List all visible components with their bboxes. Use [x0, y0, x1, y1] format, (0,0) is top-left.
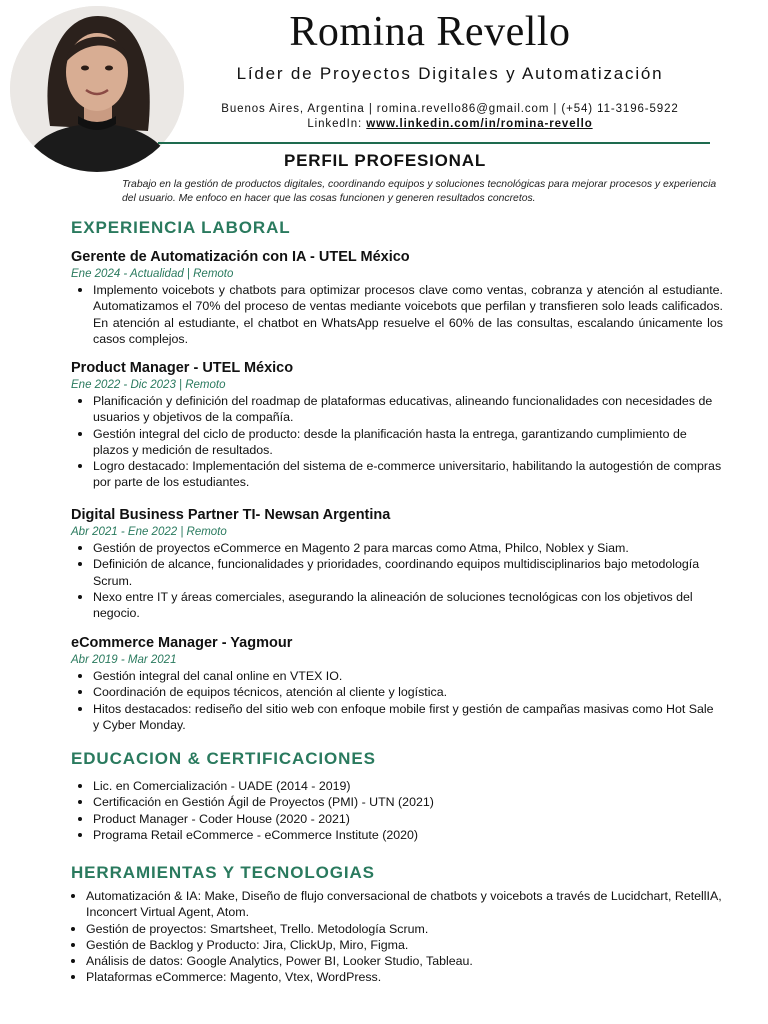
- education-title: EDUCACION & CERTIFICACIONES: [71, 749, 376, 768]
- job-entry: [71, 634, 723, 733]
- list-item: Gestión integral del canal online en VTEX IO.: [71, 668, 723, 684]
- experience-title: EXPERIENCIA LABORAL: [71, 218, 291, 237]
- header-divider: [158, 142, 710, 144]
- list-item: Product Manager - Coder House (2020 - 2021): [71, 811, 723, 827]
- list-item: Gestión de Backlog y Producto: Jira, ClickUp, Miro, Figma.: [64, 937, 724, 953]
- job-dates: Abr 2019 - Mar 2021: [71, 654, 177, 666]
- tools-title: HERRAMIENTAS Y TECNOLOGIAS: [71, 863, 375, 882]
- linkedin-label: LinkedIn:: [307, 118, 363, 130]
- list-item: Implemento voicebots y chatbots para optimizar procesos clave como ventas, cobranza y atención al estudiante. Automatizamos el 70% del proceso de ventas mediante voicebots que perfilan y transfieren solo leads calificados. En atención al estudiante, el chatbot en WhatsApp resuelve el 60% de las consultas, escalando únicamente los casos complejos.: [71, 282, 723, 347]
- education-list: [71, 778, 723, 843]
- linkedin-link[interactable]: www.linkedin.com/in/romina-revello: [366, 118, 593, 130]
- profile-text: Trabajo en la gestión de productos digitales, coordinando equipos y soluciones tecnológicas para mejorar procesos y experiencia del usuario. Me enfoco en hacer que las cosas funcionen y generen resultados concretos.: [122, 179, 717, 204]
- list-item: Definición de alcance, funcionalidades y prioridades, coordinando equipos multidisciplinarios bajo metodología Scrum.: [71, 556, 723, 589]
- tools-list: [64, 888, 724, 986]
- list-item: Lic. en Comercialización - UADE (2014 - 2019): [71, 778, 723, 794]
- list-item: Programa Retail eCommerce - eCommerce Institute (2020): [71, 827, 723, 843]
- list-item: Hitos destacados: rediseño del sitio web con enfoque mobile first y gestión de campañas masivas como Hot Sale y Cyber Monday.: [71, 701, 723, 734]
- list-item: Automatización & IA: Make, Diseño de flujo conversacional de chatbots y voicebots a través de Lucidchart, RetellIA, Inconcert Virtual Agent, Atom.: [64, 888, 724, 921]
- contact-line: Buenos Aires, Argentina | romina.revello86@gmail.com | (+54) 11-3196-5922: [221, 103, 679, 115]
- list-item: Plataformas eCommerce: Magento, Vtex, WordPress.: [64, 969, 724, 985]
- list-item: Gestión de proyectos: Smartsheet, Trello. Metodología Scrum.: [64, 921, 724, 937]
- list-item: Gestión integral del ciclo de producto: desde la planificación hasta la entrega, garantizando cumplimiento de plazos y medición de resultados.: [71, 426, 723, 459]
- contact-block: [180, 102, 720, 132]
- profile-title: PERFIL PROFESIONAL: [283, 151, 487, 170]
- job-entry: [71, 248, 723, 347]
- list-item: Nexo entre IT y áreas comerciales, asegurando la alineación de soluciones tecnológicas con los objetivos del negocio.: [71, 589, 723, 622]
- linkedin-line: [180, 117, 720, 132]
- job-dates: Abr 2021 - Ene 2022 | Remoto: [71, 526, 227, 538]
- job-title: Product Manager - UTEL México: [71, 360, 294, 376]
- job-dates: Ene 2024 - Actualidad | Remoto: [71, 268, 234, 280]
- job-bullets: [71, 393, 723, 491]
- job-dates: Ene 2022 - Dic 2023 | Remoto: [71, 379, 226, 391]
- list-item: Gestión de proyectos eCommerce en Magento 2 para marcas como Atma, Philco, Noblex y Siam.: [71, 540, 723, 556]
- job-bullets: [71, 540, 723, 621]
- job-bullets: [71, 668, 723, 733]
- job-title: eCommerce Manager - Yagmour: [71, 635, 293, 651]
- candidate-name: Romina Revello: [289, 9, 571, 55]
- job-entry: [71, 506, 723, 621]
- list-item: Análisis de datos: Google Analytics, Power BI, Looker Studio, Tableau.: [64, 953, 724, 969]
- list-item: Planificación y definición del roadmap de plataformas educativas, alineando funcionalidades con necesidades de usuarios y objetivos de la compañía.: [71, 393, 723, 426]
- list-item: Certificación en Gestión Ágil de Proyectos (PMI) - UTN (2021): [71, 794, 723, 810]
- profile-photo: [10, 6, 184, 172]
- job-title: Gerente de Automatización con IA - UTEL México: [71, 249, 410, 265]
- candidate-role: Líder de Proyectos Digitales y Automatización: [236, 64, 664, 83]
- job-entry: [71, 359, 723, 491]
- list-item: Logro destacado: Implementación del sistema de e-commerce universitario, habilitando la autogestión de compras por parte de los estudiantes.: [71, 458, 723, 491]
- job-title: Digital Business Partner TI- Newsan Argentina: [71, 507, 391, 523]
- job-bullets: [71, 282, 723, 347]
- list-item: Coordinación de equipos técnicos, atención al cliente y logística.: [71, 684, 723, 700]
